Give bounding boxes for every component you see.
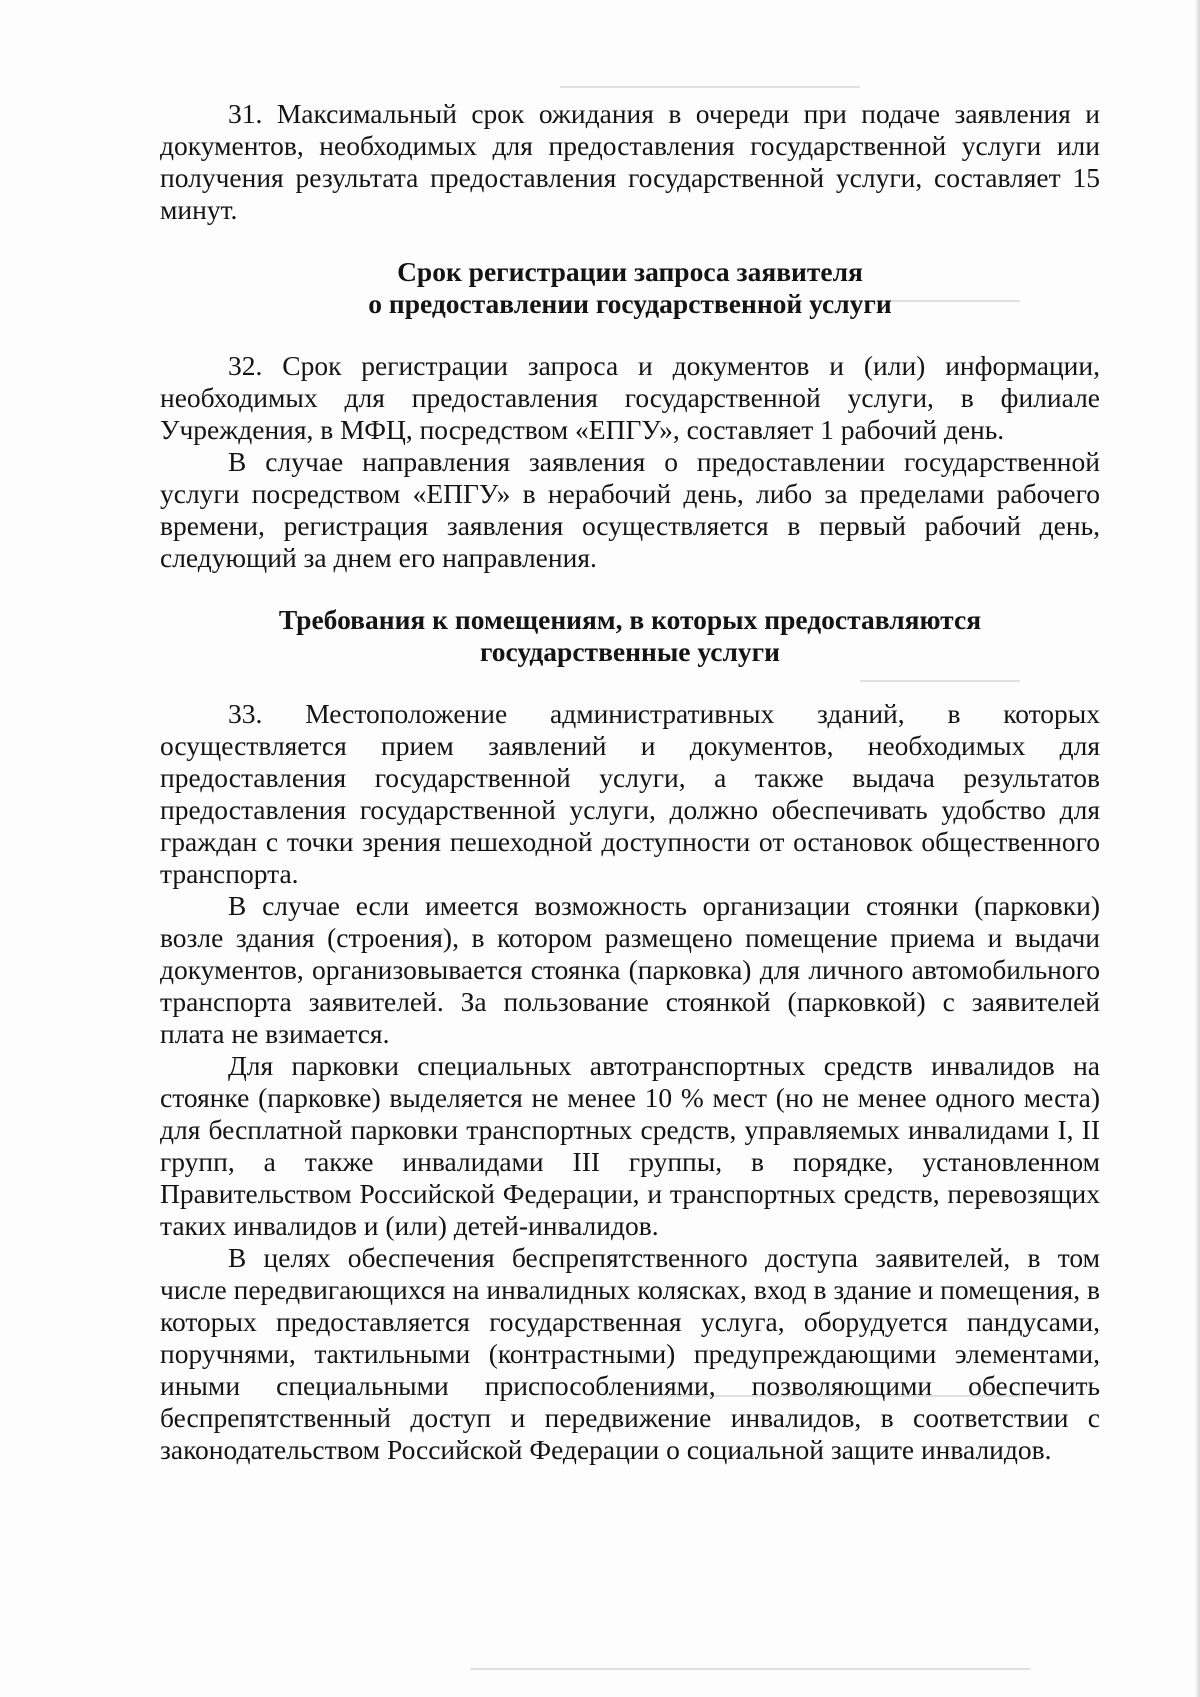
paragraph-33-accessibility: В целях обеспечения беспрепятственного доступа заявителей, в том числе передвигающихся на инвалидных колясках, вход в здание и помещения, в которых предоставляется государственная услуга, оборудуется пандусами, поручнями, тактильными (контрастными) предупреждающими элементами, иными специальными приспособлениями, позволяющими обеспечить беспрепятственный доступ и передвижение инвалидов, в соответствии с законодательством Российской Федерации о социальной защите инвалидов.: [160, 1242, 1100, 1465]
paragraph-32-continuation: В случае направления заявления о предоставлении государственной услуги посредством «ЕПГУ» в нерабочий день, либо за пределами рабочего времени, регистрация заявления осуществляется в первый рабочий день, следующий за днем его направления.: [160, 446, 1100, 573]
paragraph-33: 33. Местоположение административных зданий, в которых осуществляется прием заявлений и документов, необходимых для предоставления государственной услуги, а также выдача результатов предоставления государственной услуги, должно обеспечивать удобство для граждан с точки зрения пешеходной доступности от остановок общественного транспорта.: [160, 698, 1100, 889]
scan-noise: [560, 86, 860, 88]
paragraph-33-parking: В случае если имеется возможность организации стоянки (парковки) возле здания (строения), в котором размещено помещение приема и выдачи документов, организовывается стоянка (парковка) для личного автомобильного транспорта заявителей. За пользование стоянкой (парковкой) с заявителей плата не взимается.: [160, 890, 1100, 1049]
scan-noise: [470, 1668, 1030, 1670]
paragraph-33-disabled-parking: Для парковки специальных автотранспортных средств инвалидов на стоянке (парковке) выделяется не менее 10 % мест (но не менее одного места) для бесплатной парковки транспортных средств, управляемых инвалидами I, II групп, а также инвалидами III группы, в порядке, установленном Правительством Российской Федерации, и транспортных средств, перевозящих таких инвалидов и (или) детей-инвалидов.: [160, 1050, 1100, 1241]
section-heading-line: о предоставлении государственной услуги: [368, 288, 892, 319]
paragraph-31: 31. Максимальный срок ожидания в очереди при подаче заявления и документов, необходимых для предоставления государственной услуги или получения результата предоставления государственной услуги, составляет 15 минут.: [160, 98, 1100, 225]
section-heading-line: Срок регистрации запроса заявителя: [397, 256, 863, 287]
section-heading-premises: [160, 604, 1100, 668]
section-heading-line: Требования к помещениям, в которых предоставляются: [278, 604, 982, 635]
paragraph-32: 32. Срок регистрации запроса и документов и (или) информации, необходимых для предоставления государственной услуги, в филиале Учреждения, в МФЦ, посредством «ЕПГУ», составляет 1 рабочий день.: [160, 350, 1100, 445]
section-heading-line: государственные услуги: [479, 636, 780, 667]
scan-edge-shadow: [1194, 0, 1200, 1697]
document-body: [160, 98, 1100, 1466]
section-heading-registration: [160, 256, 1100, 320]
